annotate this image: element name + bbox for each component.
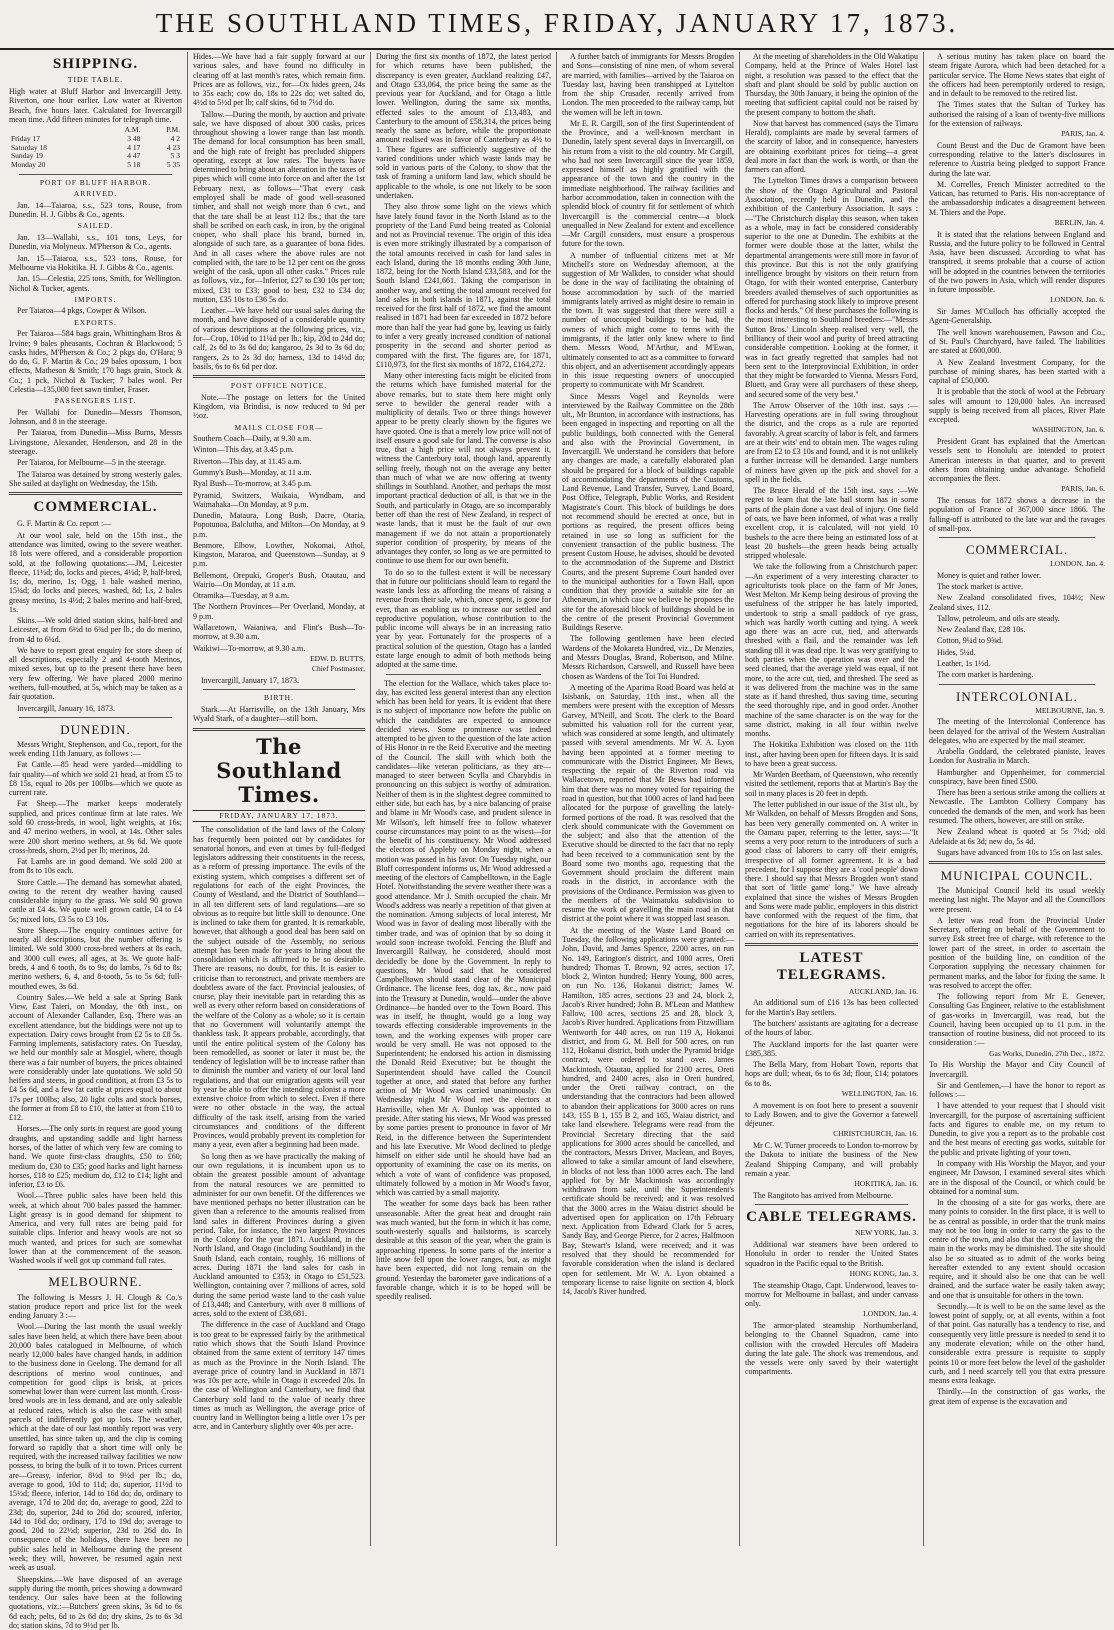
municipal-heading: MUNICIPAL COUNCIL. [940, 868, 1094, 884]
dunedin-heading: DUNEDIN. [60, 721, 131, 737]
telegram-dateline: BERLIN, Jan. 4. [1054, 217, 1105, 227]
divider [745, 943, 918, 946]
column-3 [370, 52, 556, 1546]
table-row: Monday 20 5 18 5 35 [11, 159, 180, 169]
table-row: Friday 17 3 48 4 2 [11, 133, 180, 143]
news-paragraph: The following gentlemen have been elected Wardens of the Mokareta Hundred, viz., Dr Menzies, and Messrs Douglas, Brand, Robertson, and Milne. Messrs Richardson, Carswell, and Russell have been chosen as Wardens of the Toi Toi Hundred. [562, 634, 734, 681]
news-paragraph: Mr E. R. Cargill, son of the first Superintendent of the Province, and a well-known merchant in Dunedin, lately spent several days in Invercargill, on his return from a visit to the old country. Mr Cargill, who had not seen Invercargill since the year 1859, expressed himself as highly gratified with the appearance of the town and the country in the immediate neighborhood. The railway facilities and harbor accommodation, taken in connection with the splendid block of country fit for settlement of which Invercargill is the commercial centre—a block unequalled in New Zealand for extent and excellence—Mr Cargill considers, must ensure a prosperous future for the town. [562, 118, 734, 249]
commercial-line: Leather, 1s 1½d. [937, 659, 991, 669]
passenger-entry: Per Taiaroa, from Dunedin—Miss Burns, Messrs Livingstone, Alexander, Henderson, and 28 in the steerage. [9, 428, 182, 457]
nameplate: The Southland Times. [216, 733, 342, 808]
telegram-entry: Arabella Goddard, the celebrated pianiste, leaves London for Australia in March. [929, 747, 1105, 766]
post-office-heading: POST OFFICE NOTICE. [230, 381, 328, 391]
telegram-dateline: WASHINGTON, Jan. 6. [1032, 425, 1105, 435]
mails-heading: MAILS CLOSE FOR— [234, 422, 324, 432]
news-paragraph: Now that harvest has commenced (says the Timaru Herald), complaints are made by several farmers of the scarcity of labor, and in consequence, harvesters are obtaining exorbitant prices for tieing—a great deal more in fact than the work is worth, or than the farmers can afford. [745, 118, 918, 175]
divider [9, 492, 182, 495]
dunedin-paragraph: Wool.—Three public sales have been held this week, at which about 700 bales passed the hammer. Light greasy is in good demand for shipment to America, and very full rates are being paid for suitable clips. Inferior and heavy wools are not so much wanted, and prices for such are somewhat lower than at the commencement of the season. Washed wools if well got up command full rates. [9, 1191, 182, 1266]
commercial-line: Money is quiet and rather lower. [937, 570, 1041, 580]
mail-entry: Riverton—This day, at 11.45 a.m. [193, 456, 302, 466]
commercial-paragraph: At our wool sale, held on the 15th inst., the attendance was limited, owing to the severe weather. 18 lots were offered, and a considerable proportion sold, at the following quotations:—JM, Leicester fleece, 11½d; do, locks and pieces, 4½d; P, half-bred, 1s; do, merino, 1s; Ogg, 1 bale washed merino, 15¼d; do locks and pieces, washed, 8d; Ls, 2 bales greasy merino, 1s 4½d; 2 bales merino and half-bred, 1s. [9, 530, 182, 614]
editorial-paragraph: They also throw some light on the views which have lately found favor in the North Island as to the propriety of the Land Fund being treated as Colonial and not as Provincial revenue. The origin of this idea is even more strikingly illustrated by a comparison of the total amounts received in cash for land sales in each Island, during the 18 months ending 30th June, 1872, being for the North Island £33,583, and for the South Island £241,661. Taking the comparison in another way, and setting the total amount received for land sales in both islands in 1871, against the total received for the first half of 1872, we find the amount realised in 1871 had been far exceeded in 1872 before more than half the year had gone by, leaving us fairly to infer a very greatly increased condition of national prosperity in the second and shorter period as compared with the first. The figures are, for 1871, £110,973, for the first six months of 1872, £164,272. [376, 202, 551, 369]
letter-paragraph: Secondly.—It is well to be on the same level as the lowest point of supply, or, at all events, within a foot of that point. Gas naturally has a tendency to rise, and consequently very little pressure is needed to send it to any moderate elevation; while on the other hand, considerable extra pressure is requisite to supply points 10 or more feet below the level of the gasholder curb, and I need scarcely tell you that extra pressure means extra leakage. [929, 1301, 1105, 1386]
telegram-entry: President Grant has explained that the American vessels sent to Honolulu are intended to protect American interests in that quarter, and to prevent others from obtaining undue advantage. Schofield accompanies the fleet. [929, 437, 1105, 484]
news-paragraph: The Bruce Herald of the 15th inst. says :—We regret to learn that the late hail storm has in some parts of the plain done a vast deal of injury. One field of oats, we have been informed, of what was a really excellent crop, it is calculated, will not yield 10 bushels to the acre there being an estimated loss of at least 20 bushels—the green heads being actually stripped wholesale. [745, 486, 918, 561]
arrival-entry: Jan. 13—Wallabi, s.s., 101 tons, Leys, for Dunedin, via Molyneux. M'Pherson & Co., agents. [9, 233, 182, 252]
mail-entry: Benmore, Elbow, Lowther, Nokomai, Athol, Kingston, Mararoa, and Queenstown—Sunday, at 9 p.m. [193, 540, 365, 569]
commercial-line: The corn market is hardening. [937, 670, 1034, 680]
telegram-dateline: HOKITIKA, Jan. 16. [854, 1179, 918, 1189]
port-heading: PORT OF BLUFF HARBOR. [39, 177, 152, 187]
divider [929, 861, 1105, 864]
news-paragraph: A number of influential citizens met at Mr Mitchell's store on Wednesday afternoon, at the suggestion of Mr Walkden, to consider what should be done in the way of facilitating the obtaining of house accommodation by such of the married immigrants lately arrived as might desire to remain in the town. It was suggested that there were still a number of unoccupied buildings to be had, the owners of which might come to terms with the immigrants, if the latter only knew where to find them. Messrs Wood, M'Arthur, and M'Ewan, ultimately consented to act as a committee to forward this object, and an advertisement accordingly appears in this issue requesting owners of unoccupied property to communicate with Mr Scandrett. [562, 250, 734, 390]
telegram-entry: Mr C. W. Turner proceeds to London to-morrow by the Dakota to initiate the business of the New Zealand Shipping Company, and will probably remain a year. [745, 1141, 918, 1178]
telegram-entry: The butchers' assistants are agitating for a decrease of the hours of labor. [745, 1018, 918, 1038]
letter-paragraph: In company with His Worship the Mayor, and your engineer, Mr Dawson, I examined several sites which are in the disposal of the Council, or which could be obtained for a nominal sum. [929, 1158, 1105, 1196]
telegram-dateline: LONDON, Jan. 4. [1050, 559, 1105, 569]
dunedin-paragraph: Horses.—The only sorts in request are good young draughts, and upstanding saddle and light harness horses, of the latter of which very few are coming to hand. We quote first-class draughts, £50 to £60; medium do, £30 to £35; good hacks and light harness horses, £18 to £25; medium do, £12 to £14; light and inferior, £3 to £6. [9, 1124, 182, 1190]
telegram-entry: Additional war steamers have been ordered to Honolulu in order to render the United States squadron in the Pacific equal to the British. [745, 1240, 918, 1268]
commercial-line: Tallow, petroleum, and oils are steady. [937, 613, 1060, 623]
divider [755, 1204, 908, 1205]
letter-paragraph: Thirdly.—In the construction of gas works, the great item of expense is the excavation and [929, 1387, 1105, 1406]
telegram-dateline: PARIS, Jan. 6. [1061, 484, 1105, 494]
melbourne-heading: MELBOURNE. [48, 1274, 143, 1290]
shipping-note: The Taiaroa was detained by strong westerly gales. She sailed at daylight on Wednesday, the 15th. [9, 469, 182, 488]
dateline: Invercargill, January 16, 1873. [17, 703, 116, 713]
telegram-entry: The well known warehousemen, Pawson and Co., of St. Paul's Churchyard, have failed. The liabilities are stated at £600,000. [929, 327, 1105, 356]
municipal-paragraph: The Municipal Council held its usual weekly meeting last night. The Mayor and all the Councillors were present. [929, 886, 1105, 914]
editorial-paragraph: The consolidation of the land laws of the Colony has frequently been pointed out by candidates for senatorial honors, and even at times by full-fledged legislators addressing their constituents in the recess, as a reform of pressing importance. The evils of the existing system, which comprises a different set of regulations for each of the eight Provinces, the County of Westland, and the District of Southland—in all ten different sets of land regulations—are so obvious as to require but little skill to denounce. One is inclined to take them for granted. It is remarkable, however, that although a good deal has been said on the subject outside of the Assembly, no serious attempt has been made for years to bring about the consolidation which is affirmed to be so desirable. There are reasons, no doubt, for this. It is easier to criticise than to reconstruct, and private members are doubtless aware of the fact. Provincial jealousies, of course, play their inevitable part in retarding this as well as every other reform based on considerations of the welfare of the Colony as a whole; so it is certain that no Government will voluntarily attempt the thankless task. It appears probable, accordingly, that until the entire political system of the Colony has been remodelled, as sooner or later it must be, the tendency of legislation will be to increase rather than to diminish the number and variety of our local land regulations, and that our emigration agents will year by year be able to offer the intending colonist a more extensive choice from which to select. Even if there were no other obstacle in the way, the actual difficulty of the task itself, arising from the varied circumstances and conditions of the different Provinces, would probably prevent its completion for many a year, even after a beginning had been made. [193, 825, 365, 1150]
divider [19, 717, 172, 718]
birth-notice: Stark.—At Harrisville, on the 13th January, Mrs Wyald Stark, of a daughter—still born. [193, 705, 365, 724]
telegram-dateline: LONDON, Jan. 4. [863, 1309, 918, 1319]
divider [939, 684, 1095, 685]
municipal-paragraph: The following report from Mr E. Genever, Consulting Gas Engineer, relative to the establishment of gas-works in Invercargill, was read, but the Council, having been occupied up to 11 p.m. in the transaction of routine business, did not proceed to its consideration :— [929, 992, 1105, 1048]
commercial-paragraph: Skins.—We sold dried station skins, half-bred and Leicester, at from 6½d to 6¾d per lb.; do do merino, from 4d to 6¼d. [9, 616, 182, 644]
divider [193, 728, 365, 731]
news-paragraph: The Hokitika Exhibition was closed on the 11th inst., after having been open for fifteen days. It is said to have been a great success. [745, 740, 918, 768]
letter-recipient: To His Worship the Mayor and City Council of Invercargill. [929, 1060, 1105, 1079]
letter-paragraph: I have attended to your request that I should visit Invercargill, for the purpose of ascertaining sufficient facts and figures to enable me, on my return to Dunedin, to give you a report as to the probable cost and the best means of erecting gas works, suitable for the public and private lighting of your town. [929, 1101, 1105, 1157]
news-paragraph: A meeting of the Aparima Road Board was held at Isisbank, on Saturday, 11th inst., when all the members were present with the exception of Messrs Garvey, M'Neill, and Scott. The clerk to the Board submitted his valuation roll for the current year, which was considered at some length, and ultimately passed with several amendments. Mr W. A. Lyon having been appointed at a former meeting to communicate with the District Engineer, Mr Bews, respecting the repair of the Riverton road via Wallacetown, reported that Mr Bews had informed him that there was no money voted for repairing the road in question, but that 1000 acres of land had been allocated for the purpose of gravelling the lately-formed portions of the road. It was resolved that the clerk should communicate with the Government on the subject; and also that the attention of the Executive should be directed to the fact that no reply had been received to a communication sent by the Board some two months ago, requesting that the Government should proclaim the different main roads in the district, in accordance with the provisions of the Ordinance. Permission was given to the members of the Waimatuku subdivision to resume the work of gravelling the main road in that district at the point where it was stopped last season. [562, 682, 734, 924]
melbourne-paragraph: Sheepskins.—We have disposed of an average supply during the month, prices showing a downward tendency. Our sales have been at the following quotations, viz.:—Butchers' green skins, 3s 6d to 6s 6d each; pelts, 6d to 2s 6d do; dry skins, 2s to 6s 3d do; station skins, 7d to 9½d per lb. [9, 1574, 182, 1630]
divider [203, 689, 355, 690]
telegram-dateline: AUCKLAND, Jan. 16. [849, 986, 918, 996]
report-by: G. F. Martin & Co. report :— [17, 519, 112, 529]
signature-title: Chief Postmaster, [311, 664, 365, 674]
telegram-dateline: WELLINGTON, Jan. 16. [841, 1088, 918, 1098]
table-row: Saturday 18 4 17 4 23 [11, 142, 180, 152]
telegram-entry: The Rangitoto has arrived from Melbourne. [753, 1190, 893, 1200]
mail-entry: Winton—This day, at 3.45 p.m. [193, 445, 294, 455]
mail-entry: The Northern Provinces—Per Overland, Monday, at 9 p.m. [193, 602, 365, 621]
imports-heading: IMPORTS. [74, 294, 117, 304]
commercial-cable-heading: COMMERCIAL. [965, 542, 1069, 558]
arrived-heading: ARRIVED. [73, 189, 118, 199]
news-paragraph: The Arrow Observer of the 10th inst. says :—Harvesting operations are in full swing throughout the district, and the crops as a rule are reported favorably. A great scarcity of labor is felt, and farmers are at their wits' end to obtain men. The wages ruling are from £2 to £3 10s and found, and it is not unlikely a further increase will be demanded. Large numbers of miners have given up the pick and shovel for a spell in the fields. [745, 400, 918, 484]
telegram-entry: Sir James M'Culloch has officially accepted the Agent-Generalship. [929, 307, 1105, 326]
telegram-entry: Hamburgher and Oppenheimer, for commercial conspiracy, have been fined £500. [929, 767, 1105, 786]
telegram-dateline: MELBOURNE, Jan. 9. [1035, 705, 1105, 715]
exports-heading: EXPORTS. [74, 317, 117, 327]
news-paragraph: The Lyttelton Times draws a comparison between the show of the Otago Agricultural and Pastoral Association, recently held in Dunedin, and the exhibition of the Canterbury Association. It says :—"The Christchurch display this season, when taken as a whole, may in fact be considered considerably superior to the one at Dunedin. The exhibits at the former were double those at the latter, whilst the departmental arrangements were still more in favor of this province. But this is not the only gratifying intelligence brought by visitors on their return from Otago, for with their wonted enterprise, Canterbury breeders availed themselves of such opportunities as offered for purchasing stock likely to improve present flocks and herds." Of these purchases the following is the most interesting to Southland breeders:—"Messrs Sutton Bros.' Lincoln sheep realised very well, the brilliancy of their wool and purity of breed attracting considerable competition. Looking at the former, it was in fact greatly regretted that samples had not been sent to the Interprovincial Exhibition, in order that they might be forwarded to Vienna. Messrs Ford, Bluett, and Gray were all purchasers of these sheep, and secured some of the very best." [745, 176, 918, 399]
mail-entry: Wallacetown, Waianiwa, and Flint's Bush—To-morrow, at 9.30 a.m. [193, 622, 365, 642]
melbourne-paragraph: Leather.—We have held our usual sales during the month, and have disposed of a considerable quantity of various descriptions at the following prices, viz., for—Crop, 10¼d to 11¼d per lb.; kip, 20d to 24d do; calf, 2s 6d to 3s 6d do; kangaroo, 2s 3d to 3s 6d do; rangers, 2s to 2s 3d do; harness, 13d to 14½d do; basils, 6s to 6s 6d per doz. [193, 306, 365, 371]
dunedin-paragraph: Store Sheep.—The enquiry continues active for nearly all descriptions, but the number offering is limited. We sold 3000 cross-bred wethers at 8s each, and 3000 cull ewes, all ages, at 3s. We quote half-breds, 4 and 6 tooth, 8s to 9s; do lambs, 7s 6d to 8s; merino wethers, 6, 4, and 8-tooth, 5s to 5s 6d; full-mouthed ewes, 3s 6d. [9, 925, 182, 991]
telegram-dateline: CHRISTCHURCH, Jan. 16. [833, 1129, 918, 1139]
intercolonial-heading: INTERCOLONIAL. [956, 688, 1078, 704]
passenger-entry: Per Taiaroa, for Melbourne—5 in the steerage. [17, 458, 167, 468]
telegram-entry: The armor-plated steamship Northumberland, belonging to the Channel Squadron, came into collision with the crowded Hercules off Madeira during the late gale. The shock was tremendous, and the vessels were only saved by their watertight compartments. [745, 1321, 918, 1377]
news-paragraph: At the meeting of the Waste Land Board on Tuesday, the following applications were granted:—John, David, and James Spence, 2200 acres, on run No. 149, Earington's district, and 1000 acres, Oreti hundred; Thomas T. Brown, 92 acres, section 17, block 2, Winton hundred; Henry Young, 800 acres, on run No. 136, Hokanui district; James W. Hamilton, 185 acres, sections 23 and 24, block 2, Jacob's River hundred; John B. M'Lean and Matthew Fallow, 100 acres, sections 25 and 28, block 3, Jacob's River hundred. Applications from Fitzwilliam Wentworth for 440 acres, on run 119 A, Hokanui district, and from G. M. Bell for 500 acres, on run 112, Hokanui district, both under the Pyramid bridge contract, were ordered to stand over. James Mackintosh, Otautau, applied for 2100 acres, Oreti hundred, and 2400 acres, also in Oreti hundred, under the Oreti railway contract, on the understanding that the contractors had been allowed to abandon their applications for 3000 acres on runs 143, 155 B 1, 155 B 2, and 165, Waiau district, and take land elsewhere. Telegrams were read from the Provincial Secretary directing that the said applications for 3000 acres should be cancelled, and the contractors, Messrs Driver, Maclean, and Boyes, allowed to take a similar amount of land elsewhere, in blocks of not less than 1000 acres each. The land applied for by Mr Mackintosh was accordingly withdrawn from sale, until the Superintendent's certificate should be received; and it was resolved that the 3000 acres in the Waiau district should be advertised open for application on 17th February next. Application from Edward Clark for 5 acres, Sandy Bay, and George Pierce, for 2 acres, Halfmoon Bay, Stewart's Island, were received; and it was resolved that they should be recommended for favorable consideration when the island is declared open for settlement. Mr W. A. Lyon obtained a temporary license to raise lignite on section 4, block 14, Jacob's River hundred. [562, 925, 734, 1297]
table-row: Sunday 19 4 47 5 3 [11, 151, 180, 161]
dunedin-paragraph: Store Cattle.—The demand has somewhat abated, owing to the recent dry weather having caused considerable injury to the grass. We sold 90 grown cattle at £4 4s. We quote well grown cattle, £4 to £4 5s; mixed lots, £3 5s to £3 10s. [9, 877, 182, 924]
letter-paragraph: Sir and Gentlemen,—I have the honor to report as follows :— [929, 1080, 1105, 1100]
mail-entry: Waikiwi—To-morrow, at 9.30 a.m. [193, 643, 306, 653]
dunedin-paragraph: Country Sales.—We held a sale at Spring Bank View, East Taieri, on Monday, the 6th inst., on account of Alexander Callander, Esq. There was an excellent attendance, but the biddings were not up to expectation. Dairy cows brought from £2 5s to £8 5s. Farming implements, satisfactory rates. On Tuesday, we held our monthly sale at Mosgiel, where, though there was a fair number of buyers, the prices obtained were considerably under late quotations. We sold 50 heifers and steers, in good condition, at from £3 5s to £4 5s 6d, and a few fat cattle at prices equal to about 17s per 100lbs; also, 20 light colts and stock horses, the former at from £8 to £10, the latter at from £10 to £12. [9, 992, 182, 1123]
news-paragraph: A further batch of immigrants for Messrs Brogden and Sons—consisting of nine men, of whom several are married, with families—arrived by the Taiaroa on Tuesday last, having been transhipped at Lyttelton from the ship Crusader, recently arrived from London. The men proceeded to the railway camp, but the women will be left in town. [562, 52, 734, 117]
news-paragraph: At the meeting of shareholders in the Old Wakatipu Company, held at the Prince of Wales Hotel last night, a resolution was passed to the effect that the shaft and plant should be sold by public auction on Thursday, the 30th January, it being the opinion of the meeting that sufficient capital could not be raised by the present company to bottom the shaft. [745, 52, 918, 117]
divider [19, 174, 172, 175]
mail-entry: Pyramid, Switzers, Waikaia, Wyndham, and Waimahaka—On Monday, at 9 p.m. [193, 490, 365, 509]
sailed-heading: SAILED. [77, 221, 114, 231]
commercial-line: New Zealand consolidated fives, 104½; New Zealand sixes, 112. [929, 593, 1105, 612]
exports-text: Per Taiaroa—584 bags grain, Whittingham Bros & Irvine; 9 bales pheasants, Cochran & Blackwood; 5 casks hides, M'Pherson & Co.; 2 pkgs do, O'Hara; 9 do do, G. F. Martin & Co.; 29 bales opossum, 1 box effects, Matheson & Smith; 170 bags grain, Stock & Co.; 1 pck, Nichol & Tucker; 7 bales wool. Per Celestia—135,000 feet sawn timber, Fraser. [9, 329, 182, 394]
news-paragraph: We take the following from a Christchurch paper:—An experiment of a very interesting character to agriculturists took place on the farm of Mr Jones, West Melton. Mr Kemp being desirous of proving the usefulness of the stripper he has lately imported, undertook to strip a small paddock of rye grass, which was hardly worth cutting and tying. A week ago there was an acre cut, tied, and afterwards threshed with a flail, and the remainder was left standing till it was dead ripe. It was very gratifying to both parties when the operation was over and the seed cleaned, that the average yield was equal, if not more, to the acre cut, tied, and threshed. The seed as it was delivered from the machine was in the same state as if hand threshed, thus saving time, securing the seed thoroughly ripe, and in good order. Another machine of the same character is on the way for the same district, making in all four within twelve months. [745, 562, 918, 739]
telegram-entry: A New Zealand Investment Company, for the purchase of mining shares, has been started with a capital of £50,000. [929, 357, 1105, 386]
masthead-title: THE SOUTHLAND TIMES, FRIDAY, JANUARY 17, 1873. [0, 8, 1114, 50]
news-paragraph: Mr Warden Beetham, of Queenstown, who recently visited the settlement, reports that at Martin's Bay the soil in many places is 20 feet in depth. [745, 770, 918, 798]
divider [939, 537, 1095, 538]
passenger-entry: Per Wallabi for Dunedin—Messrs Thomson, Johnson, and 8 in the steerage. [9, 407, 182, 427]
telegram-entry: M. Correlles, French Minister accredited to the Vatican, has returned to Paris. His non-acceptance of the ambassadorship indicates a disagreement between M. Thiers and the Pope. [929, 179, 1105, 217]
mail-entry: Otramika—Tuesday, at 9 a.m. [193, 591, 290, 601]
editorial-paragraph: During the first six months of 1872, the latest period for which returns have been published, the discrepancy is even greater, Auckland realizing £47, and Otago £33,064, the price being the same as the previous year for Auckland, and for Otago a little lower. Wellington, during the same six months, effected sales to the amount of £13,483, and Canterbury to the amount of £58,314, the prices being nearly the same as before, while the proportionate amount realised was in favor of Canterbury as 4½ to 1. These figures are sufficiently suggestive of the varied conditions under which waste lands may be sold in various parts of the Colony, to show that the task of framing a uniform land law, which should be applicable to the whole, is one not likely to be soon undertaken. [376, 52, 551, 200]
mail-entry: Gummy's Bush—Monday, at 11 a.m. [193, 468, 312, 477]
cable-paragraph: A serious mutiny has taken place on board the steam frigate Aurora, which had been detached for a particular service. The Home News states that eight of the officers had been peremptorily ordered to resign, and in default to be removed to the retired list. [929, 52, 1105, 99]
telegram-entry: The steamship Otago, Capt. Underwood, leaves to-morrow for Melbourne in ballast, and under canvass only. [745, 1280, 918, 1309]
telegram-entry: The Bella Mary, from Hobart Town, reports that hops are dull; wheat, 6s to 6s 3d; flour, £14; potatoes 6s to 8s. [745, 1060, 918, 1088]
tide-table-header: A.M. P.M. [124, 125, 180, 135]
mail-entry: Bellemont, Orepuki, Groper's Bush, Otautau, and Wairio—On Monday, at 11 a.m. [193, 570, 365, 589]
dunedin-paragraph: Messrs Wright, Stephenson, and Co., report, for the week ending 11th January, as follows :— [9, 739, 182, 759]
column-5 [739, 52, 923, 1546]
cable-telegrams-heading: CABLE TELEGRAMS. [746, 1209, 917, 1226]
birth-heading: BIRTH. [264, 693, 294, 703]
passengers-heading: PASSENGERS LIST. [54, 396, 137, 406]
telegram-dateline: LONDON, Jan. 6. [1050, 295, 1105, 305]
news-paragraph: The letter published in our issue of the 31st ult., by Mr Walkden, on behalf of Messrs Brogden and Sons, has been very generally commented on. A writer in the Oamaru paper, referring to the letter, says:—"It seems a very poor return to the introducers of such a good class of laborers to carry off their emigrés, irrespective of all former agreement. It is a bad precedent, for I suppose they are a 'cool people' down there. I should say that Messrs Brogden won't stand that sort of 'little game' long." We have already explained that since the wishes of Messrs Brogden and Sons were made public, employers in this district have conformed with the request of the firm, that negotiations for the hire of its laborers should be carried on with its representatives. [745, 799, 918, 939]
editorial-dateline: FRIDAY, JANUARY 17, 1873. [193, 810, 365, 823]
dunedin-paragraph: Fat Sheep.—The market keeps moderately supplied, and prices continue firm at late rates. We sold 60 cross-breds, in wool, light weights, at 16s; and 47 merino wethers, in wool, at 14s. Other sales were 200 short merino wethers, at 9s 6d. We quote cross-breds, shorn, 2½d per lb; merinos, 2d. [9, 799, 182, 855]
melbourne-paragraph: Wool.—During the last month the usual weekly sales have been held, at which there have been about 20,000 bales catalogued in Melbourne, of which nearly 12,000 bales have changed hands, in addition to the business done in Geelong. The demand for all descriptions of merino wool continues, and competition for good clips is brisk, at prices somewhat lower than were current last month. Cross-bred wools are in less demand, and are only saleable at reduced rates, which is also the case with small parcels of indifferently got up lots. The weather, which at the date of our last monthly report was very unsettled, has since taken up, and the clip is coming forward so rapidly that a short time will only be required, with the increased railway facilities we now possess, to bring the bulk of it to town. Prices current are—Greasy, inferior, 8½d to 9½d per lb.; do, average to good, 10d to 11d; do, superior, 11½d to 15½d; fleece, inferior, 14d to 16d do; do, ordinary to average, 17d to 20d do; do, average to good, 22d to 23d; do, superior, 24d to 26d do; scoured, inferior, 14d to 16d do; ordinary, 17d to 19d do; average to good, 20d to 22½d; superior, 23d to 26d do. In consequence of the holidays, there have been no public sales held in Melbourne during the present week; they will, however, be resumed again next week as usual. [9, 1322, 182, 1573]
dateline: Invercargill, January 17, 1873. [201, 676, 300, 686]
municipal-paragraph: A letter was read from the Provincial Under Secretary, offering on behalf of the Government to survey Esk street free of charge, with reference to the lower part of the street, in order to ascertain the position of the building line, on condition of the Corporation supplying the necessary chainmen for permanent marks, and the labor for fixing the same. It was resolved to accept the offer. [929, 915, 1105, 990]
divider [193, 375, 365, 378]
news-paragraph: Since Messrs Vogel and Reynolds were interviewed by the Railway Committee on the 28th ult., Mr Brunton, in accordance with instructions, has been engaged in inspecting and reporting on all the public buildings, both connected with the General and also with the Provincial Government, in Invercargill. We understand he considers that before any changes are made, a carefully elaborated plan should be prepared for a block of buildings capable of accommodating the departments of the Customs, Land Revenue, Land Transfer, Survey, Land Board, Post Office, Telegraph, Public Works, and Resident Magistrate's Court. This block of buildings he does not recommend should be erected at once, but in portions as required, the present offices being retained in use so long as sufficient for the convenient transaction of the public business. The present Custom House, he advises, should be devoted to the accommodation of the Supreme and District Courts, and the present Supreme Court handed over to the municipal authorities for a Town Hall, upon condition that they provide a suitable site for an Athenæum, in which case we believe he proposes the site for the aforesaid block of buildings should be in the centre of the present Provincial Government Buildings Reserve. [562, 391, 734, 633]
editorial-paragraph: To do so to the fullest extent it will be necessary that in future our politicians should learn to regard the waste lands less as affording the means of raising a revenue from their sale, which, once spent, is gone for ever, than as enabling us to increase our settled and reproductive population, whose contribution to the public income will always be in an increasing ratio year by year. Fortunately for the prospects of a practical solution of the question, Otago has a landed estate large enough to admit of both methods being adopted at the same time. [376, 567, 551, 670]
letter-header: Gas Works, Dunedin, 27th Dec., 1872. [989, 1048, 1105, 1058]
telegram-dateline: HONG KONG, Jan. 3. [849, 1268, 918, 1278]
melbourne-paragraph: Tallow.—During the month, by auction and private sale, we have disposed of about 300 casks, prices throughout showing a lower range than last month. The demand for local consumption has been small, and the high rate of freight has precluded shippers operating, except at low rates. The buyers have determined to bring about an alteration in the taxes of pipes which will come into force on and after the 1st February next, as follows—"That every cask employed shall be made of good well-seasoned timber, and shall not weigh more than 6 cwt., and that the tare shall be at least 112 lbs.; that the tare shall be scribed on each cask, in iron, by the original cooper, who shall place his brand, burned in, alongside of such tare, as a guarantee of bona fides. And in all cases where the above rules are not complied with, the tare to be 12 per cent on the gross weight of the cask, upon all other casks." Prices rule as follows, viz., for—Inferior, £27 to £30 10s per ton; mixed, £31 to £33; good to best, £32 to £34 do; mutton, £35 10s to £36 5s do. [193, 109, 365, 304]
telegram-entry: The census for 1872 shows a decrease in the population of France of 367,000 since 1866. The falling-off is attributed to the late war and the ravages of small-pox. [929, 496, 1105, 533]
arrival-entry: Jan. 14—Taiaroa, s.s., 523 tons, Rouse, from Dunedin. H. J. Gibbs & Co., agents. [9, 200, 182, 220]
melbourne-paragraph: Hides.—We have had a fair supply forward at our various sales, and have found no difficulty in clearing off at last month's rates, which remain firm. Prices are as follows, viz., for—Ox hides green, 24s to 35s each; cow do, 18s to 22s do; wet salted do, 4½d to 5½d per lb; calf skins, 6d to 7½d do. [193, 52, 365, 108]
tide-table [9, 126, 182, 169]
column-1 [4, 52, 187, 1630]
telegram-entry: An additional sum of £16 13s has been collected for the Martin's Bay settlers. [745, 998, 918, 1017]
signature: EDW. D. BUTTS, [310, 653, 365, 663]
mail-entry: Ryal Bush—To-morrow, at 3.45 p.m. [193, 479, 313, 489]
editorial-paragraph: The election for the Wallace, which takes place to-day, has excited less general interest than any election which has been held for years. It is evident that there is no subject of importance now before the public on which the candidates are expected to announce decided views. Some prominence was indeed attempted to be given to the question of the late action of His Honor in re the Reid Executive and the meeting of the Council. The skill with which both the candidates—like veteran politicians, as they are—managed to steer between Scylla and Charybdis in pronouncing on this subject is worthy of admiration. Neither of them is in the slightest degree committed to either side, but each has, by a nice balancing of praise and blame in Mr Wood's case, and prudent silence in Mr Wilson's, left himself free to follow whatever course circumstances may point to as the wisest—for the benefit of his constituency. Mr Wood addressed the electors of Appleby on Monday night, when a motion was passed in his favor. On Tuesday night, our Bluff correspondent informs us, Mr Wood addressed a meeting of the electors of Campbelltown, in the Eagle Hotel. Notwithstanding the severe weather there was a good attendance. Mr J. Smith occupied the chair. Mr Wood's address was nearly a repetition of that given at the nomination. Among subjects of local interest, Mr Wood was in favor of dealing most liberally with the timber trade, and was of opinion that by so doing it would soon increase twofold. Fencing the Bluff and Invercargill Railway, he considered, should most decidedly be done by the Government. In reply to questions, Mr Wood said that he considered Campbelltown should stand clear of the Municipal Ordinance. The license fees, dog tax, &c., now paid into the Treasury at Dunedin, would—under the above Ordinance—be handed over to the Town Board. This was in itself, he thought, would go a long way towards effecting considerable improvements in the town, and the working expenses with proper care would be very small. He was not opposed to the Superintendent; he endorsed his action in dismissing the Donald Reid Executive; but he thought the Superintendent should have called the Council together at once, and stated that before any further action of Mr Wood was carried unanimously. On Wednesday night Mr Wood met the electors at Harrisville, when Mr A. Dunlop was appointed to preside. After stating his views, Mr Wood was pressed by some parties present to pronounce in favor of Mr Reid, in the difference between the Superintendent and his late Executive. Mr Wood declined to pledge himself on either side until he should have had an opportunity of examining the case on its merits, on which a vote of want of confidence was proposed, ultimately followed by a motion in Mr Wood's favor, which was carried by a small majority. [376, 678, 551, 1198]
telegram-entry: It is probable that the stock of wool at the February sales will amount to 120,000 bales. An increased supply is being received from all places, River Plate excepted. [929, 387, 1105, 425]
telegram-entry: The meeting of the Intercolonial Conference has been delayed for the arrival of the Western Australian delegates, who are expected by the mail steamer. [929, 717, 1105, 745]
tide-intro: High water at Bluff Harbor and Invercargill Jetty. Riverton, one hour earlier. Low water at Riverton Beach, five hours later. Calculated for Invercargill mean time. Add fifteen minutes for telegraph time. [9, 87, 182, 124]
telegram-entry: Count Beust and the Duc de Gramont have been corresponding relative to the latter's disclosures in reference to Austria being pledged to support France during the late war. [929, 140, 1105, 178]
editorial-paragraph: So long then as we have practically the making of our own regulations, it is incumbent upon us to obtain the greatest possible amount of advantage from the natural resources we are permitted to administer for our own benefit. Of the differences we have mentioned perhaps no better illustration can be given than a reference to the amounts realised from land sales in different Provinces during a given period. Take, for instance, the two largest Provinces in the Colony for the year 1871. Auckland, in the North Island, and Otago (including Southland) in the South Island, each contain, roughly, 16 millions of acres. During 1871 the land sales for cash in Auckland amounted to £353; in Otago to £51,523. Wellington, containing over 7 millions of acres, sold during the same period waste land to the cash value of £13,448; and Canterbury, with over 8 millions of acres, sold to the extent of £38,681. [193, 1151, 365, 1319]
mail-entry: Southern Coach—Daily, at 9.30 a.m. [193, 434, 312, 444]
dunedin-paragraph: Fat Lambs are in good demand. We sold 200 at from 8s to 10s each. [9, 857, 182, 876]
commercial-paragraph: We have to report great enquiry for store sheep of all descriptions, especially 2 and 4-tooth Merinos, mixed sexes, but up to the present there have been very few offering. We have placed 2000 merino wethers, full-mouthed, at 5s, which may be taken as a fair quotation. [9, 645, 182, 702]
arrival-entry: Jan. 15—Taiaroa, s.s., 523 tons, Rouse, for Melbourne via Hokitika. H. J. Gibbs & Co., agents. [9, 253, 182, 272]
cable-paragraph: The Times states that the Sultan of Turkey has authorised the raising of a loan of twenty-five millions for the extension of railways. [929, 100, 1105, 128]
commercial-line: New Zealand flax, £28 10s. [937, 625, 1026, 635]
commercial-line: Hides, 5¼d. [937, 647, 976, 657]
commercial-line: The stock market is active. [937, 582, 1023, 592]
columns [4, 52, 1110, 1630]
imports-text: Per Taiaroa—4 pkgs, Cowper & Wilson. [17, 306, 147, 316]
tide-table-heading: TIDE TABLE. [67, 75, 124, 85]
telegram-entry: New Zealand wheat is quoted at 5s 7½d; old Adelaide at 6s 3d; new do, 5s 4d. [929, 827, 1105, 846]
telegram-entry: Sugars have advanced from 10s to 15s on last sales. [937, 847, 1103, 857]
divider [386, 674, 541, 675]
telegram-entry: It is stated that the relations between England and Russia, and the future policy to be followed in Central Asia, have been discussed. According to what has transpired, it seems probable that a course of action will be adopted in the countries between the territories of the two powers in Asia, which will render disputes in future impossible. [929, 229, 1105, 295]
shipping-heading: SHIPPING. [52, 56, 139, 72]
telegram-entry: There has been a serious strike among the colliers at Newcastle. The Lambton Colliery Company has conceded the demands of the men, and work has been resumed. The others, however, are still on strike. [929, 788, 1105, 825]
column-6 [923, 52, 1110, 1546]
column-4 [556, 52, 739, 1546]
column-2 [187, 52, 370, 1546]
editorial-paragraph: The difference in the case of Auckland and Otago is too great to be expressed fairly by the arithmetical ratio which shows that the South Island Province obtained from the same extent of territory 147 times as much as the Province in the North Island. The average price of country land in Auckland in 1871 was 10s per acre, while in Otago it exceeded 20s. In the case of Wellington and Canterbury, we find that Canterbury sold land to the value of nearly three times as much as Wellington, the average price of country land in Wellington being a little over 17s per acre, and in Canterbury slightly over 40s per acre. [193, 1320, 365, 1432]
telegram-entry: A movement is on foot here to present a souvenir to Lady Bowen, and to give the Governor a farewell déjeuner. [745, 1100, 918, 1129]
arrival-entry: Jan. 15—Celestia, 225 tons, Smith, for Wellington. Nichol & Tucker, agents. [9, 274, 182, 293]
post-office-note: Note.—The postage on letters for the United Kingdom, via Brindisi, is now reduced to 9d per ½oz. [193, 392, 365, 421]
latest-telegrams-heading: LATEST TELEGRAMS. [776, 949, 887, 984]
letter-paragraph: In the choosing of a site for gas works, there are many points to consider. In the first place, it is well to be as central as possible, in order that the trunk mains may not be too long in order to carry the gas to the centre of the town, and also that the cost of laying the main in the works may be diminished. The site should also be so situated as to admit of the works being hereafter extended to any extent should occasion require, and it should also be one that can be well drained, and the surface water be easily taken away; and one that is unsuitable for others in the town. [929, 1198, 1105, 1300]
melbourne-paragraph: The following is Messrs J. H. Clough & Co.'s station produce report and price list for the week ending January 3 :— [9, 1292, 182, 1321]
divider [19, 1269, 172, 1270]
telegram-entry: The Auckland imports for the last quarter were £385,385. [745, 1039, 918, 1058]
editorial-paragraph: Many other interesting facts might be elicited from the returns which have furnished material for the above remarks, but to state them here might only serve to bewilder the general reader with a multiplicity of details. Two or three things however appear to be pretty clearly shown by the figures we have quoted. One is that a merely low price will not of itself ensure a good sale for land. The converse is also true, that a high price will not always prevent it, witness the Canterbury total, though land, apparently selling freely, though not on the average any better than much of what we are now offering at twenty shillings in Southland. Another, and perhaps the most important practical deduction of all, is that we in the South, and particularly in Otago, are so incomparably better off than the rest of New Zealand, in respect of waste lands, that it must be the fault of our own management if we do not attain a proportionately superior condition of prosperity, by means of the advantages they confer, so long as we are permitted to continue to use them for our own benefit. [376, 371, 551, 566]
dunedin-paragraph: Fat Cattle.—85 head were yarded—middling to fair quality—of which we sold 21 head, at from £5 to £8 15s, equal to 20s per 100lbs—which we quote as current rate. [9, 760, 182, 798]
telegram-dateline: NEW YORK, Jan. 3. [855, 1228, 918, 1238]
commercial-heading: COMMERCIAL. [33, 499, 158, 516]
editorial-paragraph: The weather for some days back has been rather unseasonable. After the great heat and drought rain was much wanted, but the form in which it has come, south-westerly squalls and hailstorms, is scarcely desirable at this season of the year, when the grain is approaching ripeness. In some parts of the interior a little snow fell upon the lower ranges, but, as might have been expected, did not long remain on the ground. Yesterday the barometer gave indications of a favorable change, which it is to be hoped will be speedily realised. [376, 1199, 551, 1302]
commercial-line: Cotton, 9¼d to 9⅝d. [937, 636, 1004, 646]
telegram-dateline: PARIS, Jan. 4. [1061, 129, 1105, 139]
mail-entry: Dunedin, Mataura, Long Bush, Dacre, Otaria, Popotunoa, Balclutha, and Milton—On Monday, at 9 p.m. [193, 511, 365, 539]
